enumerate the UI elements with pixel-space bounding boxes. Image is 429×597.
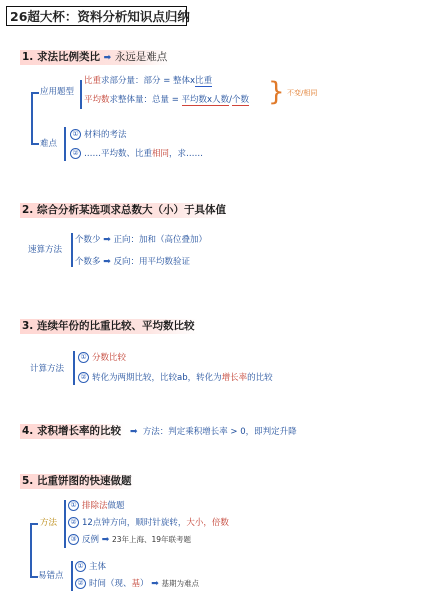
arrow-right-icon: ➡ bbox=[151, 579, 159, 589]
arrow-right-icon: ➡ bbox=[103, 257, 111, 267]
list-item: ② 12点钟方向，顺时针旋转，大小，倍数 bbox=[68, 517, 229, 529]
row-average: 平均数求整体量：总量 = 平均数x人数/个数 bbox=[84, 95, 249, 105]
arrow-right-icon: ➡ bbox=[101, 535, 110, 545]
tree-line bbox=[30, 523, 32, 577]
tree-line bbox=[30, 523, 38, 525]
list-item: ① 排除法做题 bbox=[68, 500, 125, 512]
bracket-line bbox=[71, 561, 73, 591]
row-many: 个数多 ➡ 反向：用平均数验证 bbox=[75, 257, 190, 267]
list-item: ③ 反例 ➡ 23年上海、19年联考题 bbox=[68, 534, 191, 546]
side-note: 不变/相同 bbox=[287, 89, 318, 97]
branch-label-mistakes: 易错点 bbox=[38, 571, 64, 581]
section-3-heading: 3. 连续年份的比重比较、平均数比较 bbox=[20, 319, 198, 334]
branch-label-method: 方法 bbox=[40, 518, 58, 528]
tree-line bbox=[30, 576, 38, 578]
arrow-right-icon: ➡ bbox=[103, 235, 111, 245]
row-few: 个数少 ➡ 正向：加和（高位叠加） bbox=[75, 235, 207, 245]
list-item: ② 时间（现、基） ➡ 基期为难点 bbox=[75, 578, 199, 590]
section-1-note: 永远是难点 bbox=[114, 51, 168, 63]
bracket-line bbox=[64, 500, 66, 548]
tree-line bbox=[31, 92, 33, 144]
bracket-line bbox=[73, 351, 75, 385]
list-item: ② ……平均数、比重相同，求…… bbox=[70, 148, 203, 160]
tree-line bbox=[31, 143, 39, 145]
row-proportion: 比重求部分量：部分 = 整体x比重 bbox=[84, 76, 213, 86]
section-4-row bbox=[20, 421, 297, 436]
section-4-heading: 4. 求积增长率的比较 bbox=[20, 424, 125, 439]
list-item: ① 主体 bbox=[75, 561, 106, 573]
section-5-heading: 5. 比重饼图的快速做题 bbox=[20, 474, 135, 489]
section-4-text: 方法：判定乘积增长率 > 0，即判定升降 bbox=[142, 427, 297, 437]
branch-label-application: 应用题型 bbox=[40, 87, 75, 97]
section-2-heading: 2. 综合分析某选项求总数大（小）于具体值 bbox=[20, 203, 230, 218]
branch-label-calc: 计算方法 bbox=[30, 364, 65, 374]
list-item: ① 材料的考法 bbox=[70, 129, 127, 141]
branch-label-difficulty: 难点 bbox=[40, 139, 58, 149]
section-1-heading bbox=[20, 50, 171, 65]
arrow-right-icon: ➡ bbox=[103, 53, 112, 63]
list-item: ② 转化为两期比较，比较ab，转化为增长率的比较 bbox=[78, 372, 273, 384]
bracket-line bbox=[80, 80, 82, 109]
branch-label-fastcalc: 速算方法 bbox=[28, 245, 63, 255]
tree-line bbox=[31, 92, 39, 94]
arrow-right-icon: ➡ bbox=[130, 427, 138, 437]
bracket-line bbox=[64, 127, 66, 161]
bracket-line bbox=[71, 233, 73, 267]
list-item: ① 分数比较 bbox=[78, 352, 126, 364]
page-title: 26超大杯：资料分析知识点归纳 bbox=[6, 6, 187, 26]
section-1-heading-text: 1. 求法比例类比 bbox=[22, 51, 100, 63]
right-brace-icon: } bbox=[268, 77, 285, 107]
